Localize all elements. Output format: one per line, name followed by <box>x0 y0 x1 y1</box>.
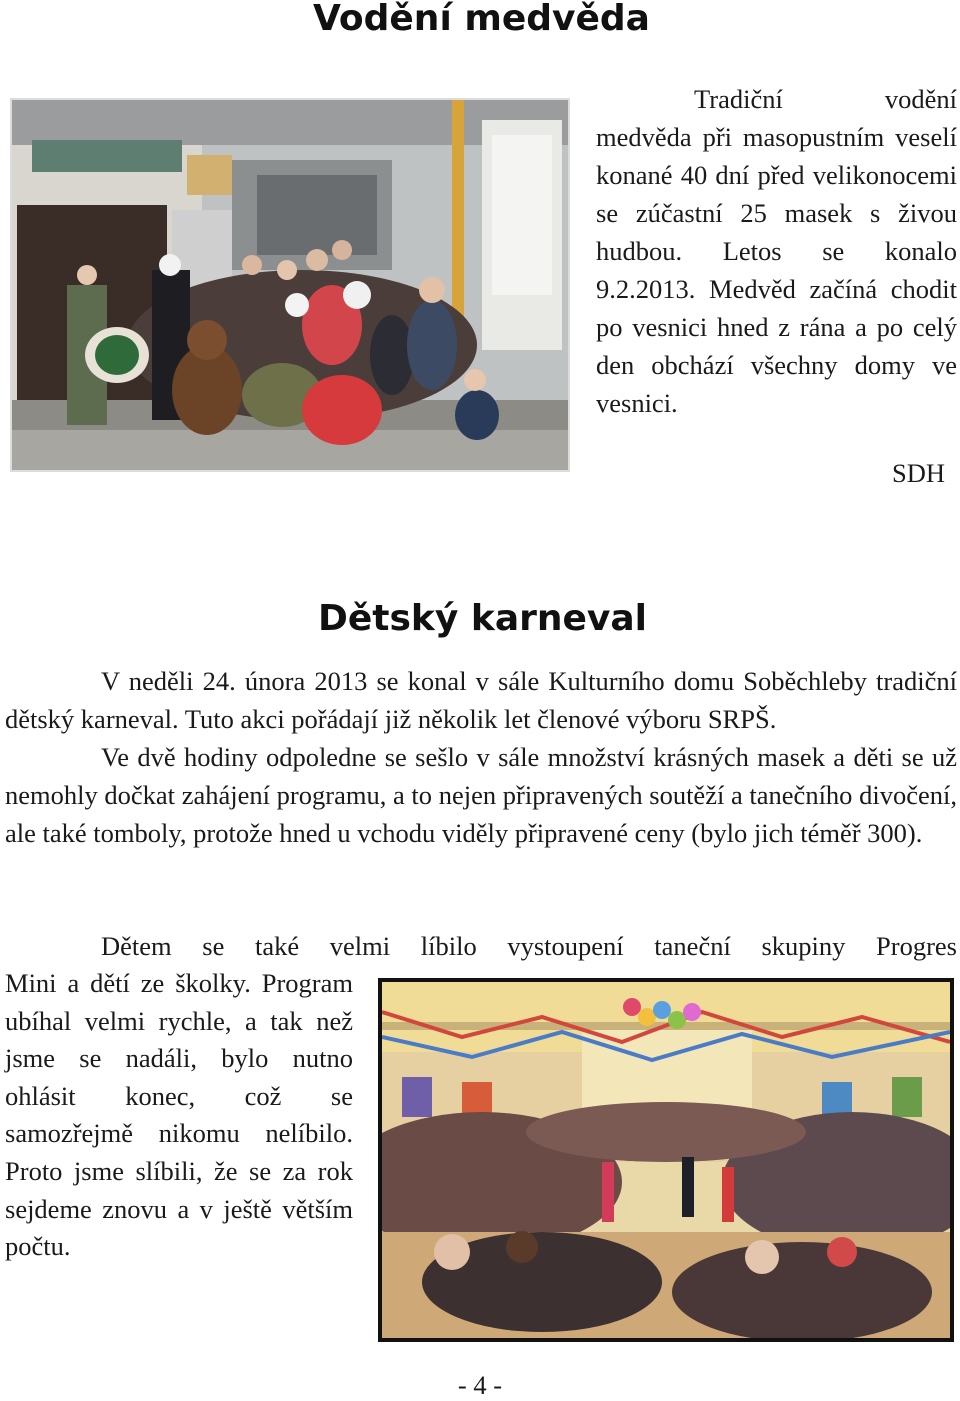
carnival-paragraph-1: V neděli 24. února 2013 se konal v sále Kulturního domu Soběchleby tradiční dětský karneval. Tuto akci pořádají již několik let členové výboru SRPŠ. <box>5 666 957 734</box>
article-title-carnival: Dětský karneval <box>318 598 648 639</box>
carnival-paragraph-2: Ve dvě hodiny odpoledne se sešlo v sále množství krásných masek a děti se už nemohly dočkat zahájení programu, a to nejen připravených soutěží a tanečního divočení, ale také tomboly, protože hned u vchodu viděly připravené ceny (bylo jich téměř 300). <box>5 742 957 848</box>
bear-article-text <box>596 80 957 422</box>
bear-article-paragraph: Tradiční vodění medvěda při masopustním veselí konané 40 dní před velikonocemi se zúčastní 25 masek s živou hudbou. Letos se konalo 9.2.2013. Medvěd začíná chodit po vesnici hned z rána a po celý den obchází všechny domy ve vesnici. <box>596 84 957 418</box>
carnival-hall-photo <box>378 978 954 1342</box>
group-photo-masks <box>10 98 570 472</box>
carnival-paragraph-3-first-line: Dětem se také velmi líbilo vystoupení taneční skupiny Progres <box>101 931 957 961</box>
bear-article-signature: SDH <box>891 458 945 488</box>
carnival-paragraph-3-rest: Mini a dětí ze školky. Program ubíhal velmi rychle, a tak než jsme se nadáli, bylo nutno ohlásit konec, což se samozřejmě nikomu nelíbilo. Proto jsme slíbili, že se za rok sejdeme znovu a v ještě větším počtu. <box>5 968 353 1262</box>
article-title-bear: Vodění medvěda <box>313 0 650 39</box>
page-number: - 4 - <box>457 1370 503 1400</box>
carnival-article-text <box>5 662 957 852</box>
